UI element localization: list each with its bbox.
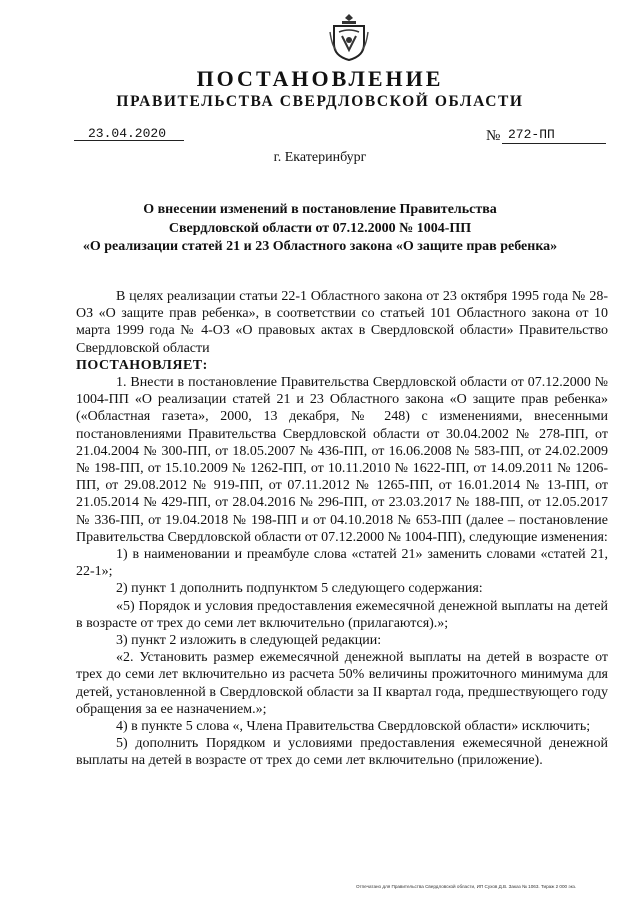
subject-line-1: О внесении изменений в постановление Правительства [143, 202, 497, 217]
item-1-paragraph: 1. Внести в постановление Правительства Свердловской области от 07.12.2000 № 1004-ПП «О реализации статей 21 и 23 Областного закона «О защите прав ребенка» («Областная газета», 2000, 13 декабря, № 248) с изменениями, внесенными постановлениями Правительства Свердловской области от 30.04.2002 № 278-ПП, от 21.04.2004 № 300-ПП, от 18.05.2007 № 436-ПП, от 16.06.2008 № 583-ПП, от 24.02.2009 № 198-ПП, от 15.10.2009 № 1262-ПП, от 10.11.2010 № 1622-ПП, от 14.09.2011 № 1206-ПП, от 29.08.2012 № 919-ПП, от 07.11.2012 № 1265-ПП, от 16.01.2014 № 13-ПП, от 21.05.2014 № 429-ПП, от 28.04.2016 № 296-ПП, от 23.03.2017 № 188-ПП, от 12.05.2017 № 336-ПП, от 19.04.2018 № 198-ПП и от 04.10.2018 № 653-ПП (далее – постановление Правительства Свердловской области от 07.12.2000 № 1004-ПП), следующие изменения: [76, 375, 608, 545]
number-underline [502, 143, 606, 144]
document-body [76, 288, 608, 770]
subject-line-3: «О реализации статей 21 и 23 Областного закона «О защите прав ребенка» [82, 239, 558, 254]
coat-of-arms-icon [328, 12, 370, 62]
subitem-5: 5) дополнить Порядком и условиями предоставления ежемесячной денежной выплаты на детей в возрасте от трех до семи лет включительно (приложение). [76, 736, 608, 769]
document-subject [60, 201, 580, 257]
subject-line-2: Свердловской области от 07.12.2000 № 1004-ПП [168, 220, 472, 236]
issuing-authority: ПРАВИТЕЛЬСТВА СВЕРДЛОВСКОЙ ОБЛАСТИ [116, 93, 524, 110]
subitem-2-quote: «5) Порядок и условия предоставления ежемесячной денежной выплаты на детей в возрасте от трех до семи лет включительно (прилагаются).»; [76, 598, 608, 631]
subitem-3-quote: «2. Установить размер ежемесячной денежной выплаты на детей в возрасте от трех до семи лет включительно из расчета 50% величины прожиточного минимума для детей, установленной в Свердловской области за II квартал года, предшествующего году обращения за ее назначением.»; [76, 650, 608, 717]
subitem-2: 2) пункт 1 дополнить подпунктом 5 следующего содержания: [116, 581, 483, 597]
number-sign: № [486, 128, 501, 144]
city-label: г. Екатеринбург [273, 150, 367, 165]
preamble-paragraph: В целях реализации статьи 22-1 Областного закона от 23 октября 1995 года № 28-ОЗ «О защите прав ребенка», в соответствии со статьей 101 Областного закона от 10 марта 1999 года № 4-ОЗ «О правовых актах в Свердловской области» Правительство Свердловской области [76, 289, 608, 356]
document-type-title: ПОСТАНОВЛЕНИЕ [196, 66, 444, 91]
document-number: 272-ПП [508, 127, 555, 142]
decree-heading: ПОСТАНОВЛЯЕТ: [76, 357, 208, 373]
subitem-1: 1) в наименовании и преамбуле слова «статей 21» заменить словами «статей 21, 22-1»; [76, 547, 608, 580]
date-underline [74, 140, 184, 141]
print-footer-note: Отпечатано для Правительства Свердловской области, ИП Сухов Д.В. Заказ № 1063. Тираж 2 000 экз. [356, 884, 577, 889]
document-date: 23.04.2020 [88, 126, 167, 141]
subitem-3: 3) пункт 2 изложить в следующей редакции: [116, 633, 382, 649]
subitem-4: 4) в пункте 5 слова «, Члена Правительства Свердловской области» исключить; [116, 719, 591, 735]
